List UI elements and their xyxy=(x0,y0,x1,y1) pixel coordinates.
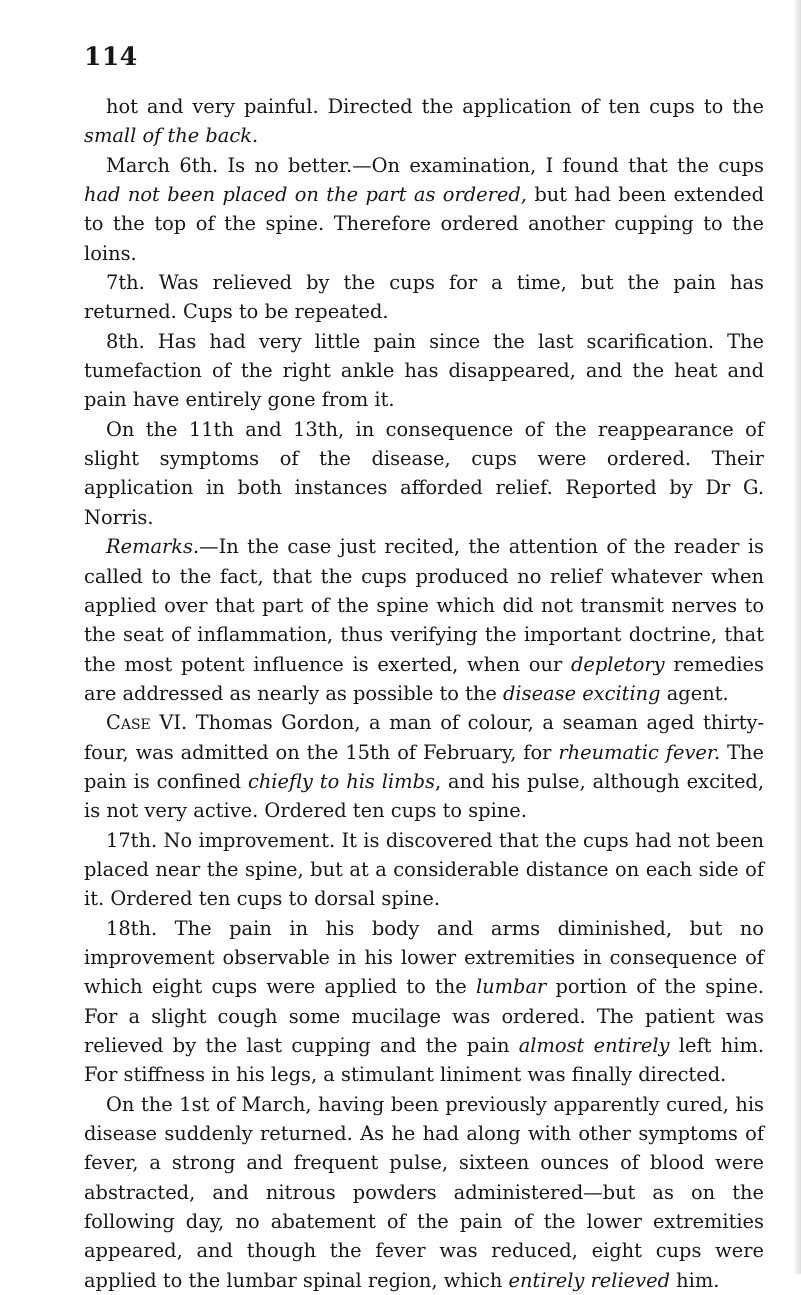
text-segment: left him. For stiffness in his legs, a stimulant liniment was finally directed. xyxy=(84,1034,765,1087)
text-segment: The pain is confined xyxy=(84,740,765,793)
paragraph xyxy=(84,327,764,415)
italic-text: depletory xyxy=(570,652,665,676)
text-segment: 8th. Has had very little pain since the last scarification. The tumefaction of the right ankle has disappeared, and the heat and pain have entirely gone from it. xyxy=(84,329,764,412)
text-segment: Thomas Gordon, a man of colour, a seaman aged thirty-four, was admitted on the 15th of February, for xyxy=(84,711,765,764)
italic-text: almost entirely xyxy=(518,1034,670,1057)
text-segment: On the 1st of March, having been previously apparently cured, his disease suddenly returned. As he had along with other symptoms of fever, a strong and frequent pulse, sixteen ounces of blood were abstracted, and nitrous powders administered—but as on the following day, no abatement of the pain of the lower extremities appeared, and though the fever was reduced, eight cups were applied to the lumbar spinal region, which xyxy=(84,1092,764,1292)
italic-text: had not been placed on the part as ordered, xyxy=(84,183,527,207)
text-segment: agent. xyxy=(660,681,729,705)
italic-text: lumbar xyxy=(475,975,547,999)
text-block xyxy=(84,92,764,1295)
text-segment: hot and very painful. Directed the application of ten cups to the xyxy=(106,95,764,118)
paragraph xyxy=(84,1090,764,1295)
text-segment: —In the case just recited, the attention of the reader is called to the fact, that the cups produced no relief whatever when applied over that part of the spine which did not transmit nerves to the seat of inflammation, thus verifying the important doctrine, that the most potent influence is exerted, when our xyxy=(84,535,764,676)
paragraph xyxy=(84,268,764,327)
italic-text: chiefly to his limbs xyxy=(247,769,435,793)
text-segment: , and his pulse, although excited, is not very active. Ordered ten cups to spine. xyxy=(84,769,764,823)
text-segment: portion of the spine. For a slight cough some mucilage was ordered. The patient was relieved by the last cupping and the pain xyxy=(84,975,764,1057)
paragraph xyxy=(84,532,764,708)
case-heading: Case VI. xyxy=(106,711,188,735)
text-segment: 7th. Was relieved by the cups for a time, but the pain has returned. Cups to be repeated. xyxy=(84,271,764,324)
italic-text: disease exciting xyxy=(503,681,661,705)
paragraph xyxy=(84,826,764,914)
italic-text: small of the back. xyxy=(84,124,259,148)
italic-text: rheumatic fever. xyxy=(558,740,721,764)
text-segment: him. xyxy=(670,1268,720,1292)
text-segment: 17th. No improvement. It is discovered that the cups had not been placed near the spine, but at a considerable distance on each side of it. Ordered ten cups to dorsal spine. xyxy=(84,828,764,911)
paragraph xyxy=(84,415,764,532)
italic-text: Remarks. xyxy=(106,535,200,559)
paragraph xyxy=(84,708,764,825)
page-edge-shadow xyxy=(793,0,801,1274)
paragraph xyxy=(84,92,764,151)
text-segment: 18th. The pain in his body and arms diminished, but no improvement observable in his lower extremities in consequence of which eight cups were applied to the xyxy=(84,916,764,999)
italic-text: entirely relieved xyxy=(508,1268,671,1292)
paragraph xyxy=(84,151,764,268)
page-number: 114 xyxy=(84,42,138,71)
text-segment: On the 11th and 13th, in consequence of the reappearance of slight symptoms of the disease, cups were ordered. Their application in both instances afforded relief. Reported by Dr G. Norris. xyxy=(84,417,764,529)
text-segment: remedies are addressed as nearly as possible to the xyxy=(84,652,764,705)
text-segment: but had been extended to the top of the spine. Therefore ordered another cupping to the loins. xyxy=(84,183,764,265)
paragraph xyxy=(84,914,764,1090)
text-segment: March 6th. Is no better.—On examination, I found that the cups xyxy=(106,153,764,177)
